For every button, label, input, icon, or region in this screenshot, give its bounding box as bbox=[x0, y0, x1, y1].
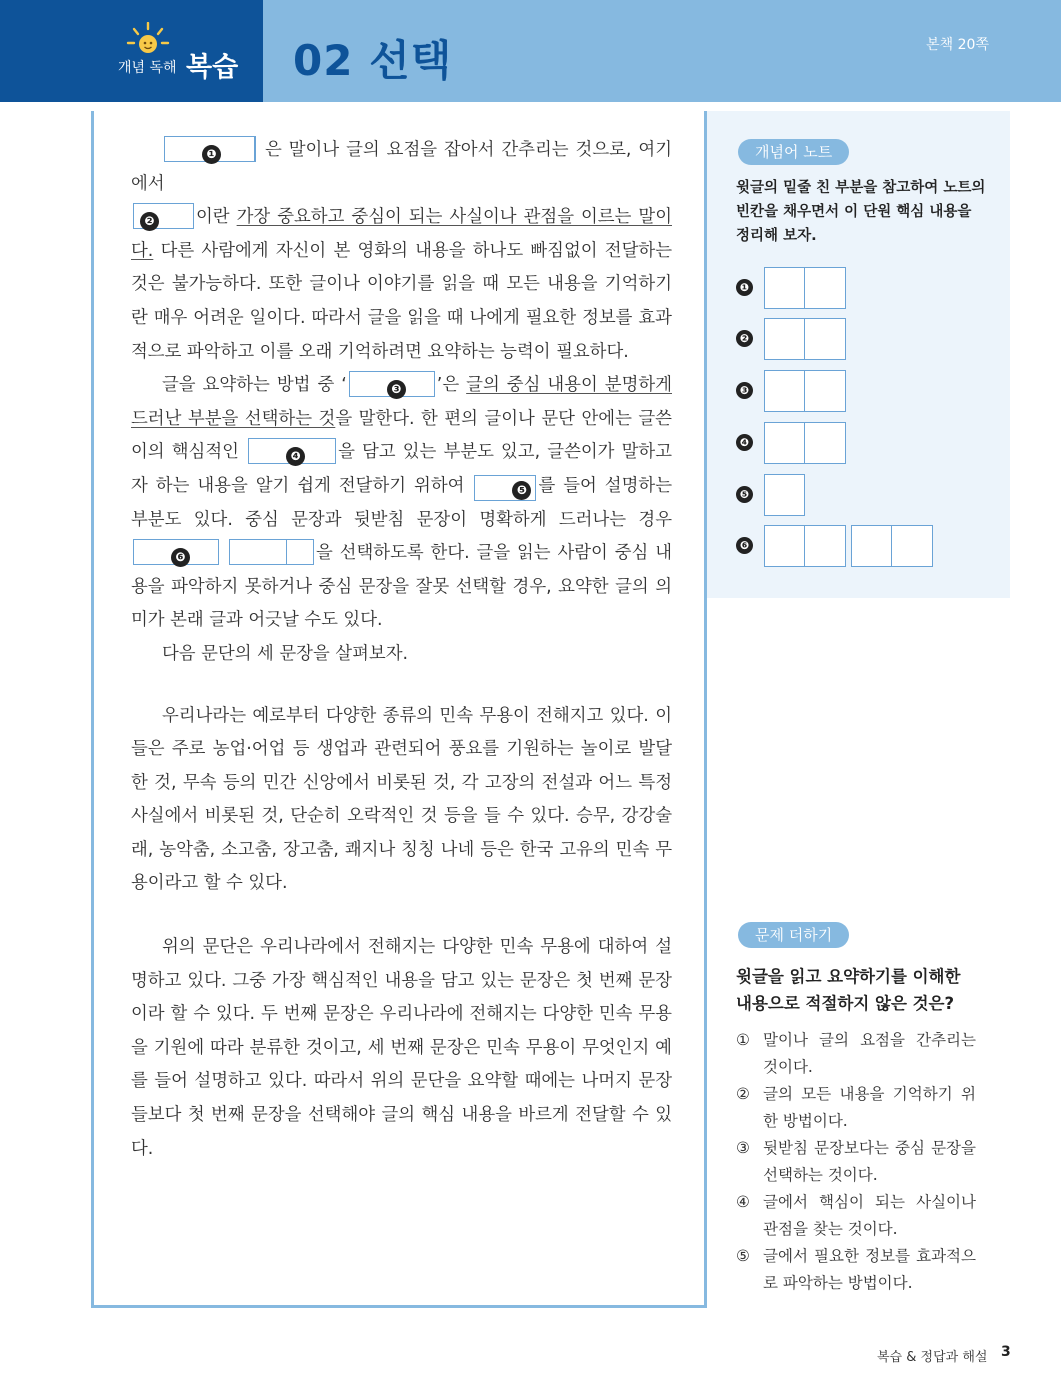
p1-text-d: 다른 사람에게 자신이 본 영화의 내용을 하나도 빠짐없이 전달하는 것은 불가능하다. 또한 글이나 이야기를 읽을 때 모든 내용을 기억하기란 매우 어려운 일이다. 따라서 글을 읽을 때 나에게 필요한 정보를 효과적으로 파악하고 이를 오래 기억하려면 요약하는 능력이 필요하다. bbox=[131, 240, 672, 362]
reading-text bbox=[131, 134, 672, 1166]
header-badge bbox=[0, 0, 263, 102]
page-title: 02 선택 bbox=[293, 36, 453, 85]
page-header bbox=[0, 0, 1061, 102]
concept-note-intro: 윗글의 밑줄 친 부분을 참고하여 노트의 빈칸을 채우면서 이 단원 핵심 내용을 정리해 보자. bbox=[736, 180, 986, 244]
paragraph-5: 위의 문단은 우리나라에서 전해지는 다양한 민속 무용에 대하여 설명하고 있다. 그중 가장 핵심적인 내용을 담고 있는 문장은 첫 번째 문장이라 할 수 있다. 두 번째 문장은 우리나라에 전해지는 다양한 민속 무용을 기원에 따라 분류한 것이고, 세 번째 문장은 민속 무용이 무엇인지 예를 들어 설명하고 있다. 따라서 위의 문단을 요약할 때에는 나머지 문장들보다 첫 번째 문장을 선택해야 글의 핵심 내용을 바르게 전달할 수 있다. bbox=[131, 937, 672, 1159]
marker-3: ❸ bbox=[387, 380, 406, 399]
note-cell[interactable] bbox=[805, 422, 846, 464]
note-marker-4: ❹ bbox=[736, 434, 753, 451]
note-marker-5: ❺ bbox=[736, 486, 753, 503]
note-cell[interactable] bbox=[764, 474, 805, 516]
quoted-paragraph: 우리나라는 예로부터 다양한 종류의 민속 무용이 전해지고 있다. 이들은 주로 농업·어업 등 생업과 관련되어 풍요를 기원하는 놀이로 발달한 것, 무속 등의 민간 신앙에서 비롯된 것, 각 고장의 전설과 어느 특정 사실에서 비롯된 것, 단순히 오락적인 것 등을 들 수 있다. 승무, 강강술래, 농악춤, 소고춤, 장고춤, 쾌지나 칭칭 나네 등은 한국 고유의 민속 무용이라고 할 수 있다. bbox=[131, 705, 672, 894]
quiz-question: 윗글을 읽고 요약하기를 이해한 내용으로 적절하지 않은 것은? bbox=[736, 967, 961, 1013]
answer-blank-2[interactable] bbox=[133, 203, 194, 229]
p1-underline: 가장 중요하고 중심이 되는 사실이나 관점을 이르는 말이다. bbox=[131, 207, 672, 261]
p2-underline: 글의 중심 내용이 분명하게 드러난 부분을 선택하는 것 bbox=[131, 375, 672, 429]
note-cell[interactable] bbox=[764, 267, 805, 309]
answer-blank-4[interactable] bbox=[248, 438, 336, 464]
note-cell[interactable] bbox=[805, 267, 846, 309]
p2-text-d: 을 말한다. 한 편의 글이나 문단 안에는 글쓴이의 핵심적인 bbox=[131, 408, 672, 463]
note-cell[interactable] bbox=[764, 422, 805, 464]
note-cell[interactable] bbox=[851, 525, 892, 567]
quiz-option-2[interactable]: ② 글의 모든 내용을 기억하기 위한 방법이다. bbox=[736, 1085, 976, 1130]
p2-text-f: 를 들어 설명하는 부분도 있다. 중심 문장과 뒷받침 문장이 명확하게 드러나는 경우 bbox=[131, 475, 673, 530]
p2-text-a: 글을 요약하는 방법 중 ‘ bbox=[162, 375, 347, 396]
header-main-label: 복습 bbox=[186, 52, 239, 83]
quiz-option-5[interactable]: ⑤ 글에서 필요한 정보를 효과적으로 파악하는 방법이다. bbox=[736, 1247, 976, 1292]
note-marker-2: ❷ bbox=[736, 330, 753, 347]
note-cell[interactable] bbox=[764, 525, 805, 567]
header-sub-label: 개념 독해 bbox=[118, 60, 177, 76]
quiz-option-4[interactable]: ④ 글에서 핵심이 되는 사실이나 관점을 찾는 것이다. bbox=[736, 1193, 976, 1238]
paragraph-3: 다음 문단의 세 문장을 살펴보자. bbox=[162, 643, 409, 664]
footer-label: 복습 & 정답과 해설 bbox=[877, 1350, 988, 1365]
answer-blank-1[interactable] bbox=[164, 136, 256, 162]
paragraph-1 bbox=[131, 134, 672, 369]
marker-2: ❷ bbox=[140, 212, 159, 231]
note-cell[interactable] bbox=[805, 370, 846, 412]
p2-text-e: 을 담고 있는 부분도 있고, 글쓴이가 말하고자 하는 내용을 알기 쉽게 전달하기 위하여 bbox=[131, 442, 672, 496]
answer-blank-5[interactable] bbox=[474, 475, 536, 501]
quiz-option-1[interactable]: ① 말이나 글의 요점을 간추리는 것이다. bbox=[736, 1031, 976, 1076]
sun-icon bbox=[126, 22, 170, 58]
paragraph-2 bbox=[131, 369, 672, 638]
marker-1: ❶ bbox=[202, 145, 221, 164]
quiz-badge: 문제 더하기 bbox=[738, 922, 849, 948]
marker-5: ❺ bbox=[512, 481, 531, 500]
note-cell[interactable] bbox=[764, 318, 805, 360]
answer-blank-6a[interactable] bbox=[133, 539, 219, 565]
p1-text-a: 은 말이나 글의 요점을 잡아서 간추리는 것으로, 여기에서 bbox=[131, 140, 673, 194]
note-marker-3: ❸ bbox=[736, 382, 753, 399]
note-cell[interactable] bbox=[892, 525, 933, 567]
p2-text-b: ’은 bbox=[436, 375, 460, 396]
quiz-option-3[interactable]: ③ 뒷받침 문장보다는 중심 문장을 선택하는 것이다. bbox=[736, 1139, 976, 1184]
quiz-options bbox=[736, 1027, 976, 1297]
answer-blank-3[interactable] bbox=[349, 371, 435, 397]
p2-text-g: 을 선택하도록 한다. 글을 읽는 사람이 중심 내용을 파악하지 못하거나 중심 문장을 잘못 선택할 경우, 요약한 글의 의미가 본래 글과 어긋날 수도 있다. bbox=[131, 543, 672, 631]
note-marker-1: ❶ bbox=[736, 279, 753, 296]
page-reference: 본책 20쪽 bbox=[926, 37, 989, 53]
answer-blank-6b[interactable] bbox=[229, 539, 314, 565]
note-cell[interactable] bbox=[805, 318, 846, 360]
note-marker-6: ❻ bbox=[736, 537, 753, 554]
concept-note-badge: 개념어 노트 bbox=[738, 139, 849, 165]
page-number: 3 bbox=[1001, 1344, 1011, 1360]
note-cell[interactable] bbox=[805, 525, 846, 567]
note-cell[interactable] bbox=[764, 370, 805, 412]
p1-text-b: 이란 bbox=[196, 207, 230, 228]
marker-4: ❹ bbox=[286, 447, 305, 466]
marker-6: ❻ bbox=[171, 548, 190, 567]
